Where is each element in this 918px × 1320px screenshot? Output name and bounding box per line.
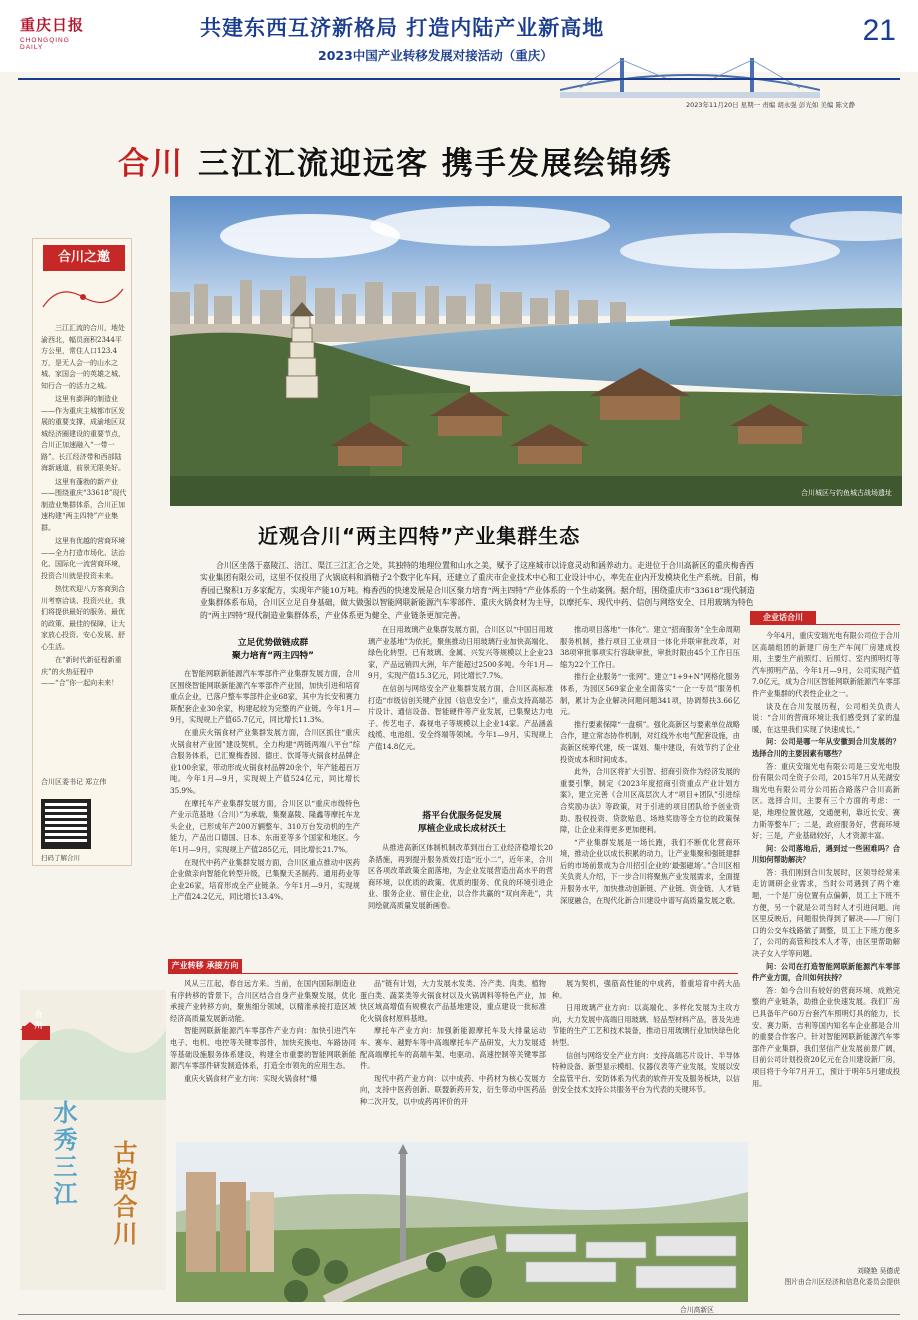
column1-heading: 立足优势做链成群 聚力培育“两主四特” [232, 638, 314, 661]
industrial-park-caption: 合川高新区 [680, 1306, 714, 1314]
left-para: 三江汇流的合川，地处渝西北，幅员面积2344平方公里，常住人口123.4万，是无人会一的山水之城、家国会一的英雄之城、知行合一的活力之城。 [41, 324, 125, 390]
lower-art-label: 合川 [34, 1010, 44, 1032]
column3-para: “产业集群发展是一场长跑，我们不断优化营商环境，推动企业以成长积累的动力，让产业集聚和强链建群后的市场前景成为合川招引企业的‘最强磁场’。”合川区相关负责人介绍，下一步合川将聚焦产业发展需求，全面提升服务水平，加快推动创新链、产业链、资金链、人才链深度融合，在现代化新合川建设中谱写高质量发展之歌。 [560, 837, 740, 905]
header-rule [18, 78, 900, 80]
column2-para: 在日用玻璃产业集群发展方面，合川区以“中国日用玻璃产业基地”为依托，聚焦推动日用玻璃行业加快高端化、绿色化转型。已有玻璃、金属、兴发兴等规模以上企业23家，产品远销四大洲，年产能超过2500多吨。今年1月—9月，实现产值15.3亿元，同比增长7.7%。 [368, 625, 553, 681]
page-number: 21 [862, 14, 896, 47]
column3-para: 推动项目落地“一体化”。建立“招商服务”全生命周期服务机制，推行项目工业项目一体化并联审批改革，对38项审批事项实行容缺审批，审批时限由45个工作日压缩为22个工作日。 [560, 625, 740, 669]
dateline: 2023年11月20日 星期一 责编 胡永强 彭光如 美编 陈文静 [686, 101, 855, 109]
right-para: 答：重庆安瑞光电有限公司是三安光电股份有限公司全资子公司，2015年7月从芜湖安瑞光电有限公司分公司拓合路落户合川高新区。选择合川，主要有三个方面的考虑：一是，地理位置优越，交通便利，靠近长安、赛力斯等整车厂；二是，政府服务好，营商环境好；三是，产业基础较好，人才资源丰富。 [752, 761, 900, 841]
main-headline [118, 138, 673, 183]
section-lede: 合川区坐落于嘉陵江、涪江、渠江三江汇合之处，其独特的地理位置和山水之美，赋予了这座城市以诗意灵动和涵养动力。走进位于合川高新区的重庆梅香西实业集团有限公司，这里不仅投用了火锅底料和酒精子2个数字化车间，还建立了重庆市企业技术中心和工业设计中心，率先在业内开发模块化生产系统。目前，梅香园已聚积1万多家配方，实现年产能10万吨。梅香西的快速发展是合川区聚力培育“两主四特”产业体系的一个生动案例。据介绍，围绕重庆市“33618”现代制造业集群体系布局，合川区立足自身基础，做大做强以智能网联新能源汽车零部件、重庆火锅食材为主导，以摩托车、现代中药、信创与网络安全、日用玻璃为特色的“两主四特”现代制造业集群体系，产业体系更为健全、产业链条更加完善。 [200, 561, 759, 620]
qr-caption: 扫码了解合川 [41, 854, 80, 862]
industrial-park-photo [176, 1142, 748, 1302]
left-sidebar-box [32, 238, 132, 866]
left-para: 这里有蓬勃的新产业——围绕重庆“33618”现代制造业集群体系，合川正加速构建“两主四特”产业集群。 [41, 477, 127, 532]
column1-para: 在摩托车产业集群发展方面，合川区以“重庆市级特色产业示范基地（合川）”为承载，集聚嘉陵、隆鑫等摩托车龙头企业，已形成年产200万辆整车、310万台发动机的生产能力，产品出口德国、日本、东南亚等多个国家和地区。今年1月—9月，实现规上产值285亿元，同比增长21.7%。 [170, 798, 360, 854]
right-column-body [752, 630, 900, 1262]
hero-caption: 合川城区与钓鱼城古战场遗址 [801, 489, 892, 497]
left-para: 这里有优越的营商环境——全力打造市场化、法治化、国际化一流营商环境，投资合川就是投资未来。 [41, 537, 125, 580]
left-para: 在“新时代新征程新重庆”的火热征程中——“合”你一起向未来！ [41, 656, 122, 687]
right-column-rule [750, 624, 900, 625]
right-para: 问：公司在打造智能网联新能源汽车零部件产业方面，合川如何扶持？ [752, 961, 900, 983]
column3-para: 推行要素保障“一盘棋”。强化高新区与要素单位战略合作，建立常态协作机制，对红线外水电气配套设施，由高新区统筹代建，统一谋划、集中建设，有效节约了企业投资成本和时间成本。 [560, 719, 740, 764]
column2-heading: 搭平台优服务促发展 厚植企业成长成材沃土 [418, 811, 506, 834]
column2-para: 从推进高新区体制机制改革到出台工业经济稳增长20条措施，再到提升服务质效打造“近小二”，近年来，合川区各项改革政策全面落地，为企业发展营造出高水平的营商环境，以优质的政策、优质的服务、优良的环境引进企业、服务企业、留住企业，以合作共赢的“双向奔赴”，共同绘就高质量发展新画卷。 [368, 843, 553, 910]
column1-para: 在智能网联新能源汽车零部件产业集群发展方面，合川区围绕智能网联新能源汽车零部件产业园，加快引进和培育重点企业，已落户整车零部件企业68家，其中为长安和赛力斯配套企业30余家，构建起较为完整的产业链。今年1月—9月，实现规上产值65.7亿元，同比增长11.3%。 [170, 669, 360, 725]
left-para: 这里有澎湃的制造业——作为重庆主城都市区发展的重要支撑，成渝地区双城经济圈建设的重要节点，合川正加速融入“一带一路”、长江经济带和西部陆海新通道，前景无限美好。 [41, 395, 125, 472]
column1-para: 在重庆火锅食材产业集群发展方面，合川区抓住“重庆火锅食材产业园”建设契机，全力构建“两链两端八平台”综合服务体系，已汇聚梅香园、德庄、饮哥等火锅食材品牌企业100余家，带动形成火锅食材品牌20余个，年产能超百万吨。今年1月—9月，实现规上产值524亿元，同比增长35.9%。 [170, 727, 360, 795]
hero-photo-art [170, 196, 902, 506]
headline-text: 三江汇流迎远客 携手发展绘锦绣 [198, 146, 673, 182]
bottom-rule [18, 1314, 900, 1315]
right-signature [760, 1266, 900, 1288]
left-signature: 合川区委书记 郑立伟 [41, 778, 107, 786]
lower-art-text-right: 古韵合川 [109, 1140, 138, 1248]
right-para: 谈及在合川发展历程，公司相关负责人说：“合川的营商环境让我们感受到了家的温暖，在这里我们实现了快速成长。” [752, 701, 900, 734]
bridge-illustration [560, 50, 820, 100]
left-sidebar-text [41, 323, 127, 692]
column1-para: 在现代中药产业集群发展方面，合川区重点推动中医药企业做亲向智能化转型升级，已集聚天圣制药、通用药业等企业26家，培育形成全产业链条。今年1月—9月，实现规上产值24.2亿元，同比增长13.4%。 [170, 857, 360, 902]
right-para: 问：公司是哪一年从安徽到合川发展的？选择合川的主要因素有哪些？ [752, 737, 900, 758]
left-para: 热忱欢迎八方客商到合川考察洽谈、投资兴业，我们将提供最好的服务、最优的政策、最佳的保障，让大家放心投资、安心发展、舒心生活。 [41, 585, 125, 651]
lower-art-background [20, 990, 166, 1290]
column2-body [368, 624, 553, 806]
page-section-title: 共建东西互济新格局 打造内陆产业新高地 [200, 16, 605, 40]
column1-body [170, 668, 360, 958]
column2-para: 在信创与网络安全产业集群发展方面，合川区高标准打造“市级信创关键产业园（信息安全）”，重点支持高端芯片设计、通信设备、智能硬件等产业发展，已集聚达力电子、传艺电子、森视电子等规模以上企业14家。产品涵盖线缆、电池组、安全终端等领域。今年1—9月，实现规上产值14.8亿元。 [368, 683, 553, 751]
hero-photo [170, 196, 902, 506]
column3-para: 此外，合川区将扩大引智、招商引资作为经济发展的重要引擎，制定《2023年度招商引资重点产业计划方案》，建立完善《合川区高层次人才“项目+团队”引进综合奖励办法》等政策，对于引进的项目团队给予创业资助、股权投资、贷款贴息、场地奖励等全方位的政策保障，让企业来得更多更加便利。 [560, 767, 740, 835]
lower-art-text-left: 水秀三江 [49, 1100, 78, 1208]
qr-code[interactable] [41, 799, 91, 849]
right-para: 问：公司落地后，遇到过一些困难吗？合川如何帮助解决？ [752, 843, 900, 865]
right-column-tag: 企业话合川 [750, 611, 816, 625]
right-signature-credit: 图片由合川区经济和信息化委员会提供 [784, 1278, 900, 1286]
sidebar-ornament [39, 277, 127, 317]
column2-body-2 [368, 842, 553, 957]
lower-para: 重庆火锅食材产业方向：实现火锅食材“爆 [184, 1073, 318, 1083]
right-para: 今年4月，重庆安瑞光电有限公司位于合川区高端组团的新建厂房生产车间厂房建成投用，主要生产前照灯、后照灯、室内照明灯等汽车照明产品，今年1月—9月，公司实现产值7.0亿元，成为合川区智能网联新能源汽车零部件产业集群的代表性企业之一。 [752, 631, 900, 698]
right-signature-authors: 刘晓艳 吴德虎 [857, 1267, 900, 1275]
industrial-park-art [176, 1142, 748, 1302]
lower-para: 智能网联新能源汽车零部件产业方向：加快引进汽车电子、电机、电控等关键零部件，加快充换电、车路协同等基础设施服务体系建设，构建全市重要的智能网联新能源汽车零部件研发制造体系，打造全市领先的应用生态。 [170, 1026, 356, 1071]
newspaper-logo [20, 14, 92, 54]
lower-column-1 [170, 978, 356, 1138]
column3-body [560, 624, 740, 958]
logo-en: CHONGQING DAILY [20, 37, 70, 51]
lower-para: 展为契机，强筋高性能的中成药，着重培育中药大品种。 [552, 979, 740, 1000]
section-title: 近观合川“两主四特”产业集群生态 [258, 524, 581, 548]
lower-column-3 [552, 978, 740, 1138]
lower-para: 信创与网络安全产业方向：支持高端芯片设计、半导体特种设备、新型显示模组、仪器仪表等产业发展，发展以安全监管平台、安防体系为代表的软件开发及服务板块，以信创安全技术支持公共服务平台为代表的关键环节。 [552, 1050, 740, 1095]
lower-band-rule [168, 973, 738, 974]
headline-location: 合川 [118, 146, 184, 182]
page-section-subtitle: 2023中国产业转移发展对接活动（重庆） [318, 48, 553, 63]
left-sidebar-tag: 合川之邀 [43, 245, 125, 271]
lower-band-tag: 产业转移 承接方向 [168, 959, 242, 973]
lower-art-panel [20, 990, 166, 1290]
left-sidebar [32, 238, 132, 878]
lower-para: 品”链有计划，大力发展水发类、冷产类、肉类、植物蛋白类、蔬菜类等火锅食材以及火锅调料等特色产业，加快区域高增值有规模农产品基地建设，重点建设一批标准化火锅食材原料基地。 [360, 979, 546, 1023]
lower-para: 现代中药产业方向：以中成药、中药材为核心发展方向，支持中医药创新、联盟新药开发，衍生带动中医药品种二次开发，以中成药再评价的开 [360, 1073, 546, 1106]
lower-para: 摩托车产业方向：加强新能源摩托车及大排量运动车、赛车、越野车等中高端摩托车产品研发，大力发展适配高端摩托车的高端车架、电驱动、高速控制等关键零部件。 [360, 1026, 546, 1071]
right-para: 答：我们刚到合川发展时，区领导经常来走访调研企业需求，当时公司遇到了两个难题，一个是厂房位置有点偏僻，员工上下班不方便，另一个就是公司当时人才引进问题。向区里反映后，问题很快得到了解决——厂房门口的公交车线路做了调整，员工上下班方便多了，公司的高管和技术人才等，由区里帮助解决子女入学等问题。 [752, 867, 900, 959]
right-para: 答：如今合川有较好的营商环境、成熟完整的产业链条，助推企业快速发展。我们厂房已具备年产60万台套汽车照明灯具的能力，长安、赛力斯、吉利等国内知名车企业都是合川的重要合作客户。针对智能网联新能源汽车零部件产业集群，我们坚信产业发展前景广阔，目前公司计划投资20亿元在合川建设新厂房，项目将于今年7月开工，预计于明年5月建成投用。 [752, 985, 900, 1088]
logo-cn: 重庆日报 [20, 16, 85, 34]
lower-column-2 [360, 978, 546, 1138]
lower-para: 风从三江起，春自远方来。当前，在国内国际制造业有序转移的背景下，合川区结合自身产业集聚发展，优化承接产业转移方向，聚焦细分领域，以精准承接打造区域经济高质量发展新动能。 [170, 979, 356, 1023]
lower-para: 日用玻璃产业方向：以高端化、多样化发展为主攻方向，大力发展中高端日用玻璃、轻品型材料产品，普及先进节能的生产工艺和技术装备，推动日用玻璃行业加快绿色化转型。 [552, 1003, 740, 1047]
column3-para: 推行企业服务“一张网”。建立“1+9+N”网格化服务体系，为园区569家企业全面落实“一企一专员”服务机制，累计为企业解决问题问题341项，协调帮扶3.66亿元。 [560, 672, 740, 717]
